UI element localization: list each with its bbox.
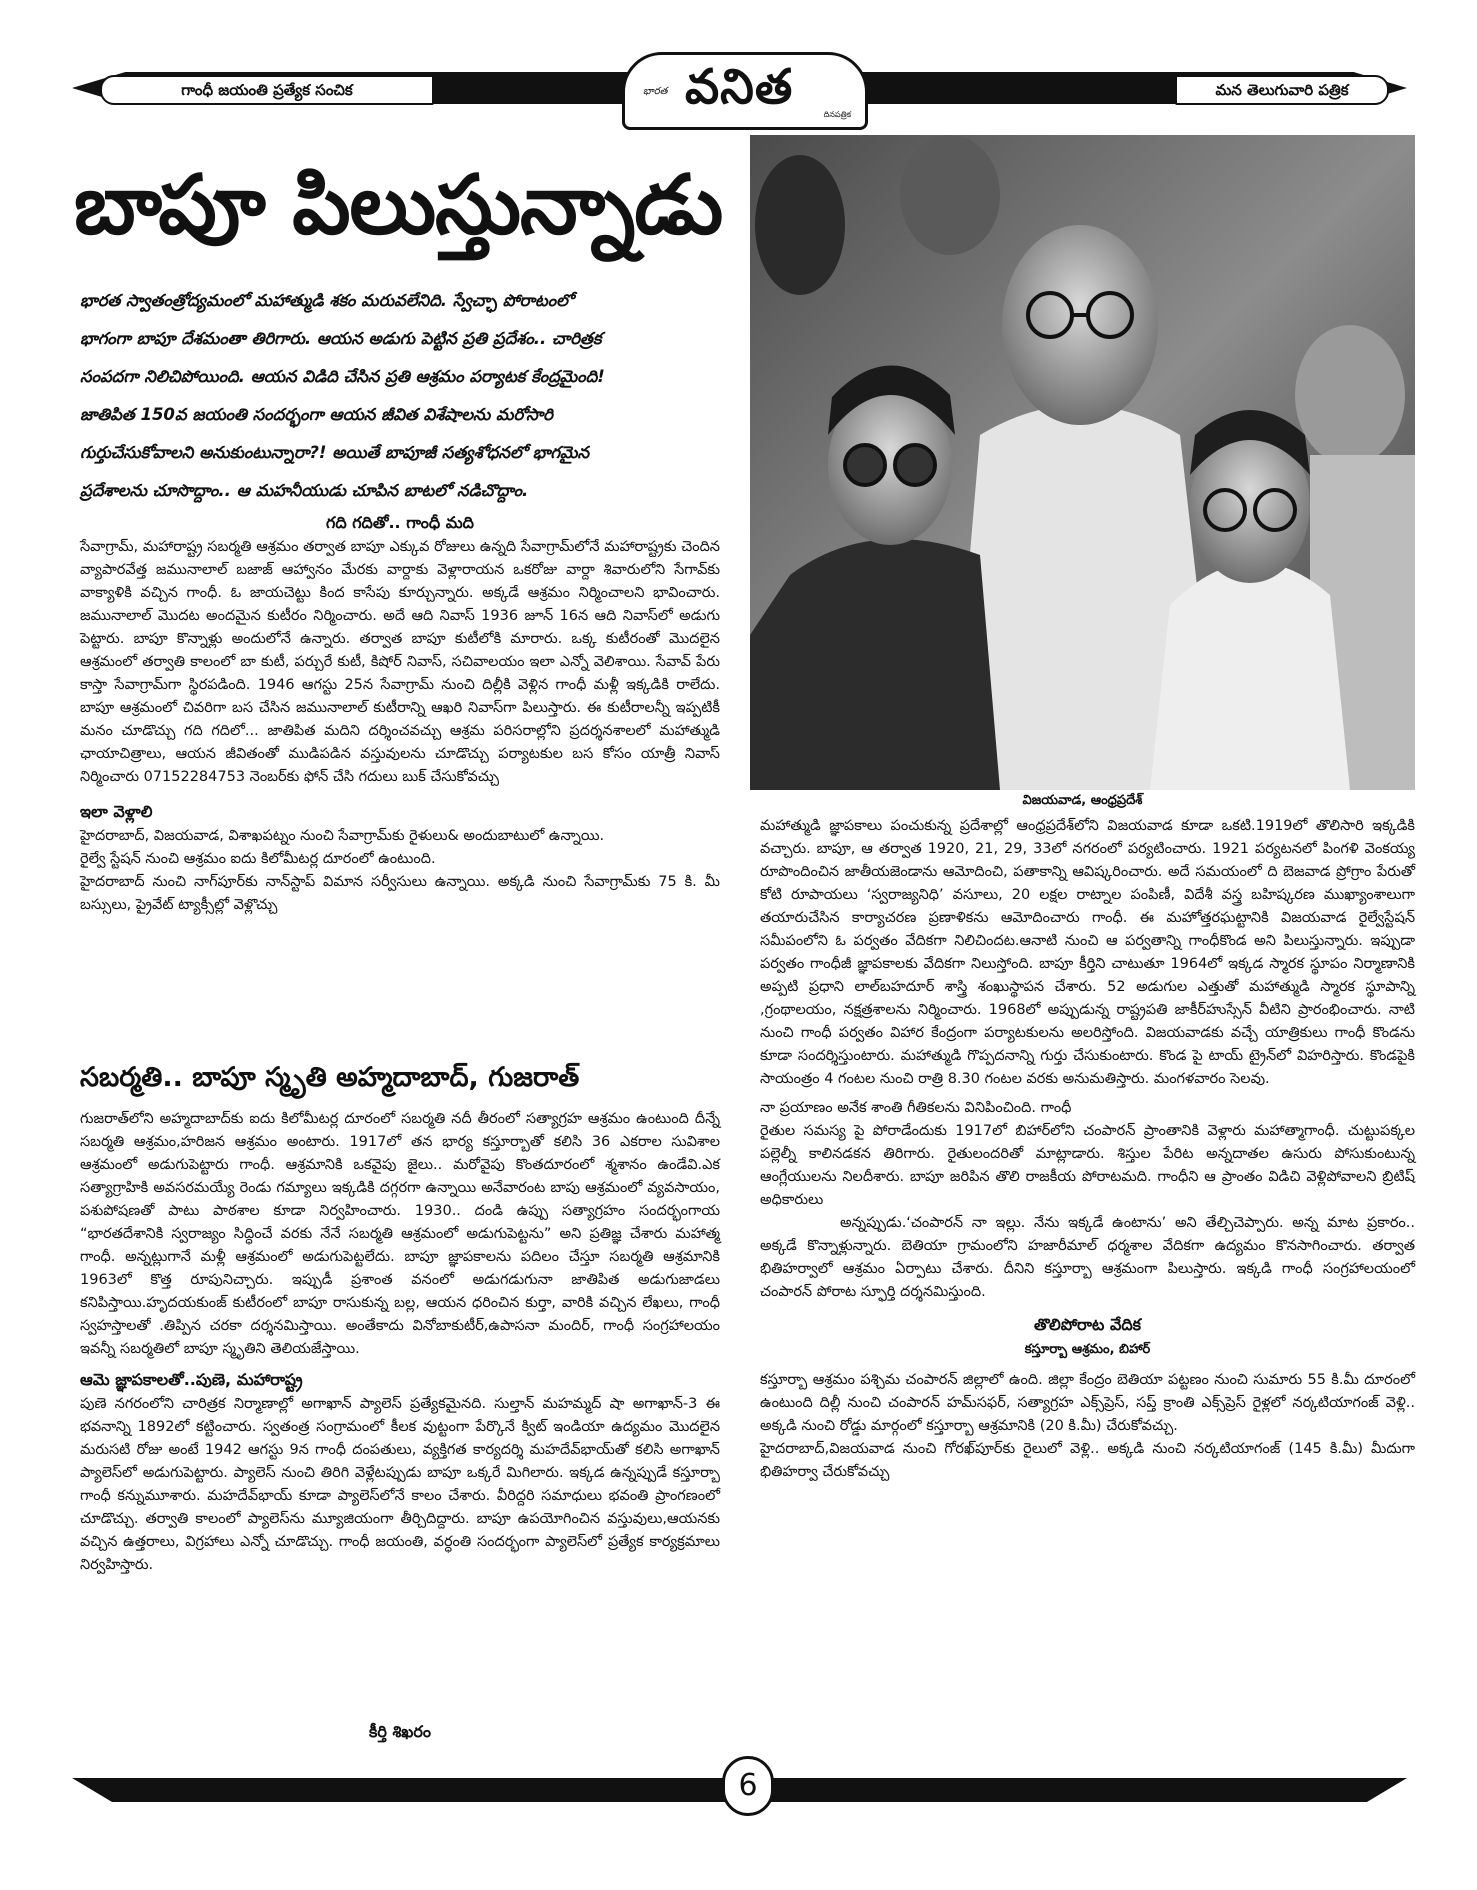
article-body: మహాత్ముడి జ్ఞాపకాలు పంచుకున్న ప్రదేశాల్లో ఆంధ్రప్రదేశ్‌లోని విజయవాడ కూడా ఒకటి.1919లో తొలిసారి ఇక్కడికి వచ్చారు. బాపూ, ఆ తర్వాత 1920, 21, 29, 33లో నగరంలో పర్యటించారు. 1921 పర్యటనలో పింగళి వెంకయ్య రూపొందించిన జాతీయజెండాను ఆమోదించి, పతాకాన్ని ఆవిష్కరించారు. అదే సమయంలో ది బెజవాడ ప్రోగ్రాం పేరుతో కోటి రూపాయలు ‘స్వరాజ్యనిధి’ వసూలు, 20 లక్షల రాట్నాల పంపిణీ, విదేశీ వస్త్ర బహిష్కరణ ముఖ్యాంశాలుగా తయారుచేసిన కార్యాచరణ ప్రణాళికను ఆమోదించారు గాంధీ. ఈ మహోత్తరఘట్టానికి విజయవాడ రైల్వేస్టేషన్ సమీపంలోని ఓ పర్వతం వేదికగా నిలిచిందట.ఆనాటి నుంచి ఆ పర్వతాన్ని గాంధీకొండ అని పిలుస్తున్నారు. ఇప్పుడా పర్వతం గాంధీజీ జ్ఞాపకాలకు వేదికగా నిలుస్తోంది. బాపూ కీర్తిని చాటుతూ 1964లో ఇక్కడ స్మారక స్థూపం నిర్మాణానికి అప్పటి ప్రధాని లాల్‌బహదూర్ శాస్త్రి శంఖుస్థాపన చేశారు. 52 అడుగుల ఎత్తుతో మహాత్ముడి స్మారక స్థూపాన్ని ,గ్రంథాలయం, నక్షత్రశాలను నిర్మించారు. 1968లో అప్పుడున్న రాష్ట్రపతి జాకీర్‌హుస్సేన్ వీటిని ప్రారంభించారు. నాటి నుంచి గాంధీ పర్వతం విహార కేంద్రంగా పర్యాటకులను అలరిస్తోంది. విజయవాడకు వచ్చే యాత్రికులు గాంధీ కొండను కూడా సందర్శిస్తుంటారు. మహాత్ముడి గొప్పదనాన్ని గుర్తు చేసుకుంటారు. కొండ పై టాయ్ ట్రైన్‌లో విహరిస్తారు. కొండపైకి సాయంత్రం 4 గంటల నుంచి రాత్రి 8.30 గంటల వరకు అనుమతిస్తారు. మంగళవారం సెలవు. bbox=[760, 818, 1415, 1087]
section-heading: ఆమె జ్ఞాపకాలతో..పుణె, మహారాష్ట్ర bbox=[80, 1370, 303, 1389]
logo-prefix: భారత bbox=[643, 86, 668, 97]
section-title: సబర్మతి.. బాపూ స్మృతి అహ్మదాబాద్, గుజరాత్ bbox=[80, 1062, 580, 1093]
article-body: గుజరాత్‌లోని అహ్మదాబాద్‌కు ఐదు కిలోమీటర్ల దూరంలో సబర్మతి నదీ తీరంలో సత్యాగ్రహ ఆశ్రమం ఉంటుంది దీన్నే సబర్మతి ఆశ్రమం,హరిజన ఆశ్రమం అంటారు. 1917లో తన భార్య కస్తూర్బాతో కలిసి 36 ఎకరాల సువిశాల ఆశ్రమంలో అడుగుపెట్టారు గాంధీ. ఆశ్రమానికి ఒకవైపు జైలు.. మరోవైపు కొంతదూరంలో శ్మశానం ఉండేవి.ఎక సత్యాగ్రాహికి అవసరమయ్యే రెండు గమ్యాలు ఇక్కడికి దగ్గరగా ఉన్నాయి అనేవారంట బాపు ఆశ్రమంలో వ్యవసాయం, పశుపోషణతో పాటు పాఠశాల కూడా నిర్వహించారు. 1930.. దండి ఉప్పు సత్యాగ్రహం సందర్భంగాయ “భారతదేశానికి స్వరాజ్యం సిద్ధించే వరకు నేనే సబర్మతి ఆశ్రమంలో అడుగుపెట్టను” అని ప్రతిజ్ఞ చేశారు మహాత్మ గాంధీ. అన్నట్లుగానే మళ్లీ ఆశ్రమంలో అడుగుపెట్టలేదు. బాపూ జ్ఞాపకాలను పదిలం చేస్తూ సబర్మతి ఆశ్రమానికి 1963లో కొత్త రూపునిచ్చారు. ఇప్పుడీ ప్రశాంత వనంలో అడుగడుగునా జాతిపిత అడుగుజాడలు కనిపిస్తాయి.హృదయకుంజ్ కుటీరంలో బాపూ రాసుకున్న బల్ల, ఆయన ధరించిన కుర్తా, వారికి వచ్చిన లేఖలు, గాంధీ స్వహస్తాలతో .తిప్పిన చరకా దర్శనమిస్తాయి. అంతేకాదు వినోబాకుటీర్,ఉపాసనా మందిర్, గాంధీ సంగ్రహాలయం ఇవన్నీ సబర్మతిలో బాపూ స్మృతిని తెలియజేస్తాయి. bbox=[80, 1111, 720, 1357]
intro-line: గుర్తుచేసుకోవాలని అనుకుంటున్నారా?! అయితే బాపూజీ సత్యశోధనలో భాగమైన bbox=[80, 443, 590, 462]
intro-line: సంపదగా నిలిచిపోయింది. ఆయన విడిది చేసిన ప్రతి ఆశ్రమం పర్యాటక కేంద్రమైంది! bbox=[80, 367, 605, 386]
logo-title: వనిత bbox=[685, 59, 794, 115]
article-body: పుణె నగరంలోని చారిత్రక నిర్మాణాల్లో అగాఖాన్ ప్యాలెస్ ప్రత్యేకమైనది. సుల్తాన్ మహమ్మద్ షా అగాఖాన్-3 ఈ భవనాన్ని 1892లో కట్టించారు. స్వతంత్ర సంగ్రామంలో కీలక వుట్టంగా పేర్కొనే క్విట్ ఇండియా ఉద్యమం మొదలైన మరుసటి రోజు అంటే 1942 ఆగస్టు 9న గాంధీ దంపతులు, వ్యక్తిగత కార్యదర్శి మహదేవ్‌భాయ్‌తో కలిసి అగాఖాన్ ప్యాలెస్‌లో అడుగుపెట్టారు. ప్యాలెస్ నుంచి తిరిగి వెళ్లేటప్పుడు బాపూ ఒక్కరే మిగిలారు. ఇక్కడ ఉన్నప్పుడే కస్తూర్బా గాంధీ కన్నుమూశారు. మహదేవ్‌భాయ్ కూడా ప్యాలెస్‌లోనే కాలం చేశారు. వీరిద్దరి సమాధులు భవంతి ప్రాంగణంలో చూడొచ్చు. తర్వాతి కాలంలో ప్యాలెస్‌ను మ్యూజియంగా తీర్చిదిద్దారు. బాపూ ఉపయోగించిన వస్తువులు,ఆయనకు వచ్చిన ఉత్తరాలు, విగ్రహాలు ఎన్నో చూడొచ్చు. గాంధీ జయంతి, వర్ధంతి సందర్భంగా ప్యాలెస్‌లో ప్రత్యేక కార్యక్రమాలు నిర్వహిస్తారు. bbox=[80, 1396, 720, 1573]
article-body: హైదరాబాద్,విజయవాడ నుంచి గోరఖ్‌పూర్‌కు రైలులో వెళ్లి.. అక్కడి నుంచి నర్కటియాగంజ్ (145 కి.మీ) మీదుగా భితిహర్వా చేరుకోవచ్చు bbox=[760, 1441, 1415, 1480]
article-body: హైదరాబాద్, విజయవాడ, విశాఖపట్నం నుంచి సేవాగ్రామ్‌కు రైళులు& అందుబాటులో ఉన్నాయి. bbox=[80, 828, 605, 844]
logo-subtitle: దినపత్రిక bbox=[823, 110, 851, 119]
intro-paragraph bbox=[80, 282, 720, 510]
page-number: 6 bbox=[722, 1756, 774, 1816]
article-body: కస్తూర్బా ఆశ్రమం పశ్చిమ చంపారన్ జిల్లాలో ఉంది. జిల్లా కేంద్రం బెతియా పట్టణం నుంచి సుమారు 55 కి.మీ దూరంలో ఉంటుంది దిల్లీ నుంచి చంపారన్ హమ్‌సఫర్, సత్యాగ్రహ ఎక్స్‌ప్రెస్, సప్త్ క్రాంతి ఎక్స్‌ప్రెస్ రైళ్లలో నర్కటియాగంజ్ వెళ్లి.. అక్కడి నుంచి రోడ్డు మార్గంలో కస్తూర్బా ఆశ్రమానికి (20 కి.మీ) చేరుకోవచ్చు. bbox=[760, 1372, 1415, 1434]
intro-line: జాతిపిత 150వ జయంతి సందర్భంగా ఆయన జీవిత విశేషాలను మరోసారి bbox=[80, 405, 553, 424]
tagline-label: మన తెలుగువారి పత్రిక bbox=[1175, 75, 1389, 105]
article-body: హైదరాబాద్ నుంచి నాగ్‌పూర్‌కు నాన్‌స్టాప్ విమాన సర్వీసులు ఉన్నాయి. అక్కడి నుంచి సేవాగ్రామ్‌కు 75 కి. మీ బస్సులు, ప్రైవేట్ ట్యాక్సీల్లో వెళ్లొచ్చు bbox=[80, 874, 720, 913]
intro-line: భారత స్వాతంత్రోద్యమంలో మహాత్ముడి శకం మరువలేనిది. స్వేచ్ఛా పోరాటంలో bbox=[80, 291, 574, 310]
vijayawada-article bbox=[760, 815, 1415, 1484]
masthead-logo bbox=[622, 52, 868, 130]
issue-label: గాంధీ జయంతి ప్రత్యేక సంచిక bbox=[100, 75, 434, 105]
intro-line: ప్రదేశాలను చూసొద్దాం.. ఆ మహనీయుడు చూపిన బాటలో నడిచొద్దాం. bbox=[80, 481, 529, 500]
sabarmati-article bbox=[80, 1108, 720, 1577]
article-body: సేవాగ్రామ్, మహారాష్ట్ర సబర్మతి ఆశ్రమం తర్వాత బాపూ ఎక్కువ రోజులు ఉన్నది సేవాగ్రామ్‌లోనే మహారాష్ట్రకు చెందిన వ్యాపారవేత్త జమునాలాల్ బజాజ్ ఆహ్వానం మేరకు వార్దాకు వెళ్లారాయన ఒకరోజు వార్దా శివారులోని సేగావ్‌కు వాక్యాళికి వచ్చిన గాంధీ. ఓ జాయచెట్టు కింద కాసేపు కూర్చున్నారు. అక్కడే ఆశ్రమం నిర్మించాలని భావించారు. జమునాలాల్ మొదట అందమైన కుటీరం నిర్మించారు. అదే ఆది నివాస్ 1936 జూన్ 16న ఆది నివాస్‌లో అడుగు పెట్టారు. బాపూ కొన్నాళ్లు అందులోనే ఉన్నారు. తర్వాత బాపూ కుటీలోకి మారారు. ఒక్క కుటీరంతో మొదలైన ఆశ్రమంలో తర్వాతి కాలంలో బా కుటీ, పర్చురే కుటీ, కిషోర్ నివాస్, సచివాలయం ఇలా ఎన్నో వెలిశాయి. సేవావ్ పేరు కాస్తా సేవాగ్రామ్‌గా స్థిరపడింది. 1946 ఆగస్టు 25న సేవాగ్రామ్ నుంచి దిల్లీకి వెళ్లిన గాంధీ మళ్లీ ఇక్కడికి రాలేదు. బాపూ ఆశ్రమంలో చివరిగా బస చేసిన జమునాలాల్ కుటీరాన్ని ఆఖరి నివాస్‌గా పిలుస్తారు. ఈ కుటీరాలన్నీ ఇప్పటికీ మనం చూడొచ్చు గది గదిలో... జాతిపిత మదిని దర్శించవచ్చు ఆశ్రమ పరిసరాల్లోని ప్రదర్శనశాలలో మహాత్ముడి ఛాయాచిత్రాలు, ఆయన జీవితంతో ముడిపడిన వస్తువులను చూడొచ్చు పర్యాటకుల బస కోసం యాత్రీ నివాస్ నిర్మించారు 07152284753 నెంబర్‌కు ఫోన్ చేసి గదులు బుక్ చేసుకోవచ్చు bbox=[80, 539, 720, 785]
intro-line: భాగంగా బాపూ దేశమంతా తిరిగారు. ఆయన అడుగు పెట్టిన ప్రతి ప్రదేశం.. చారిత్రక bbox=[80, 329, 602, 348]
quote-line: నా ప్రయాణం అనేక శాంతి గీతికలను వినిపించింది. గాంధీ bbox=[760, 1100, 1072, 1116]
author-signature: కీర్తి శిఖరం bbox=[369, 1722, 431, 1741]
section-heading: తొలిపోరాట వేదిక bbox=[1033, 1315, 1141, 1334]
section-heading: గది గదితో.. గాంధీ మది bbox=[326, 513, 474, 532]
gandhi-photo bbox=[750, 135, 1415, 790]
section-subheading: కస్తూర్బా ఆశ్రమం, బిహార్ bbox=[1024, 1342, 1151, 1357]
section-heading: ఇలా వెళ్లాలి bbox=[80, 802, 153, 821]
article-body: రైతుల సమస్య పై పోరాడేందుకు 1917లో బిహార్‌లోని చంపారన్ ప్రాంతానికి వెళ్లారు మహాత్మాగాంధీ. చుట్టుపక్కల పల్లెల్నీ కాలినడకన తిరిగారు. రైతులందరితో మాట్లాడారు. శిస్తుల పేరిట అన్నదాతల ఉసురు పోసుకుంటున్న ఆంగ్లేయులను నిలదీశారు. బాపూ జరిపిన తొలి రాజకీయ పోరాటమది. గాంధీని ఆ ప్రాంతం విడిచి వెళ్లిపోవాలని బ్రిటిష్ అధికారులు bbox=[760, 1123, 1415, 1208]
photo-caption: విజయవాడ, ఆంధ్రప్రదేశ్ bbox=[1022, 793, 1143, 808]
article-body: అన్నప్పుడు.‘చంపారన్ నా ఇల్లు. నేను ఇక్కడే ఉంటాను’ అని తేల్చిచెప్పారు. అన్న మాట ప్రకారం.. అక్కడే కొన్నాళ్లున్నారు. బెతియా గ్రామంలోని హజారీమాల్ ధర్మశాల వేదికగా ఉద్యమం కొనసాగించారు. తర్వాత భితిహర్వాలో ఆశ్రమం ఏర్పాటు చేశారు. దీనిని కస్తూర్బా ఆశ్రమంగా పిలుస్తారు. ఇక్కడి గాంధీ సంగ్రహాలయంలో చంపారన్ పోరాట స్ఫూర్తి దర్శనమిస్తుంది. bbox=[760, 1215, 1415, 1300]
page-headline: బాపూ పిలుస్తున్నాడు bbox=[74, 157, 723, 253]
sevagram-article bbox=[80, 510, 720, 917]
article-body: రైల్వే స్టేషన్ నుంచి ఆశ్రమం ఐదు కిలోమీటర్ల దూరంలో ఉంటుంది. bbox=[80, 851, 436, 867]
